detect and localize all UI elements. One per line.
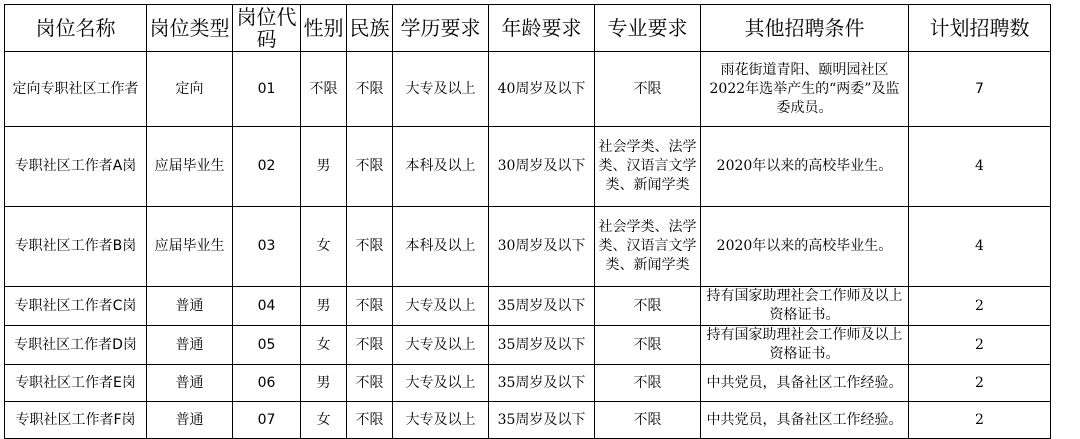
cell-other-conditions: 持有国家助理社会工作师及以上资格证书。 [701,326,909,365]
table-row [5,365,1051,402]
cell-position-type: 应届毕业生 [147,127,233,207]
cell-education: 大专及以上 [393,365,489,402]
cell-gender: 男 [301,127,347,207]
table-row [5,287,1051,326]
cell-planned-count: 4 [909,127,1051,207]
cell-age: 35周岁及以下 [489,402,595,439]
cell-major: 不限 [595,52,701,127]
cell-major: 不限 [595,287,701,326]
cell-ethnicity: 不限 [347,287,393,326]
cell-gender: 女 [301,326,347,365]
cell-position-type: 普通 [147,287,233,326]
cell-gender: 女 [301,207,347,287]
cell-position-type: 普通 [147,402,233,439]
cell-position-code: 01 [233,52,301,127]
cell-position-code: 04 [233,287,301,326]
cell-education: 大专及以上 [393,326,489,365]
table-row [5,207,1051,287]
cell-major: 不限 [595,365,701,402]
cell-other-conditions: 2020年以来的高校毕业生。 [701,207,909,287]
cell-other-conditions: 中共党员，具备社区工作经验。 [701,365,909,402]
cell-position-name: 专职社区工作者F岗 [5,402,147,439]
cell-gender: 男 [301,287,347,326]
cell-position-name: 专职社区工作者C岗 [5,287,147,326]
cell-ethnicity: 不限 [347,207,393,287]
cell-position-name: 专职社区工作者A岗 [5,127,147,207]
header-major: 专业要求 [595,5,701,52]
cell-planned-count: 2 [909,287,1051,326]
recruitment-table-container [4,4,1051,439]
cell-major: 不限 [595,326,701,365]
cell-ethnicity: 不限 [347,402,393,439]
cell-position-name: 专职社区工作者D岗 [5,326,147,365]
cell-ethnicity: 不限 [347,52,393,127]
cell-position-code: 03 [233,207,301,287]
cell-education: 大专及以上 [393,287,489,326]
cell-position-type: 普通 [147,365,233,402]
cell-major: 社会学类、法学类、汉语言文学类、新闻学类 [595,127,701,207]
cell-education: 本科及以上 [393,127,489,207]
cell-education: 大专及以上 [393,52,489,127]
cell-other-conditions: 持有国家助理社会工作师及以上资格证书。 [701,287,909,326]
cell-other-conditions: 中共党员，具备社区工作经验。 [701,402,909,439]
cell-position-code: 02 [233,127,301,207]
header-gender: 性别 [301,5,347,52]
cell-planned-count: 2 [909,365,1051,402]
cell-major: 社会学类、法学类、汉语言文学类、新闻学类 [595,207,701,287]
cell-planned-count: 4 [909,207,1051,287]
cell-gender: 不限 [301,52,347,127]
cell-education: 大专及以上 [393,402,489,439]
cell-planned-count: 2 [909,326,1051,365]
header-row [5,5,1051,52]
cell-other-conditions: 雨花街道青阳、颐明园社区2022年选举产生的“两委”及监委成员。 [701,52,909,127]
cell-age: 35周岁及以下 [489,365,595,402]
cell-ethnicity: 不限 [347,326,393,365]
cell-planned-count: 7 [909,52,1051,127]
header-ethnicity: 民族 [347,5,393,52]
cell-position-name: 专职社区工作者B岗 [5,207,147,287]
cell-age: 35周岁及以下 [489,326,595,365]
cell-ethnicity: 不限 [347,127,393,207]
cell-position-code: 07 [233,402,301,439]
cell-position-name: 专职社区工作者E岗 [5,365,147,402]
table-row [5,326,1051,365]
header-position-name: 岗位名称 [5,5,147,52]
table-row [5,402,1051,439]
cell-position-name: 定向专职社区工作者 [5,52,147,127]
cell-gender: 女 [301,402,347,439]
header-age: 年龄要求 [489,5,595,52]
cell-age: 35周岁及以下 [489,287,595,326]
cell-major: 不限 [595,402,701,439]
recruitment-table [4,4,1051,439]
cell-age: 40周岁及以下 [489,52,595,127]
cell-other-conditions: 2020年以来的高校毕业生。 [701,127,909,207]
cell-position-code: 05 [233,326,301,365]
header-planned-count: 计划招聘数 [909,5,1051,52]
cell-position-code: 06 [233,365,301,402]
header-position-code: 岗位代码 [233,5,301,52]
table-row [5,52,1051,127]
cell-planned-count: 2 [909,402,1051,439]
cell-age: 30周岁及以下 [489,127,595,207]
cell-position-type: 应届毕业生 [147,207,233,287]
cell-education: 本科及以上 [393,207,489,287]
header-other-conditions: 其他招聘条件 [701,5,909,52]
cell-age: 30周岁及以下 [489,207,595,287]
cell-gender: 男 [301,365,347,402]
cell-ethnicity: 不限 [347,365,393,402]
table-row [5,127,1051,207]
header-education: 学历要求 [393,5,489,52]
cell-position-type: 普通 [147,326,233,365]
header-position-type: 岗位类型 [147,5,233,52]
cell-position-type: 定向 [147,52,233,127]
